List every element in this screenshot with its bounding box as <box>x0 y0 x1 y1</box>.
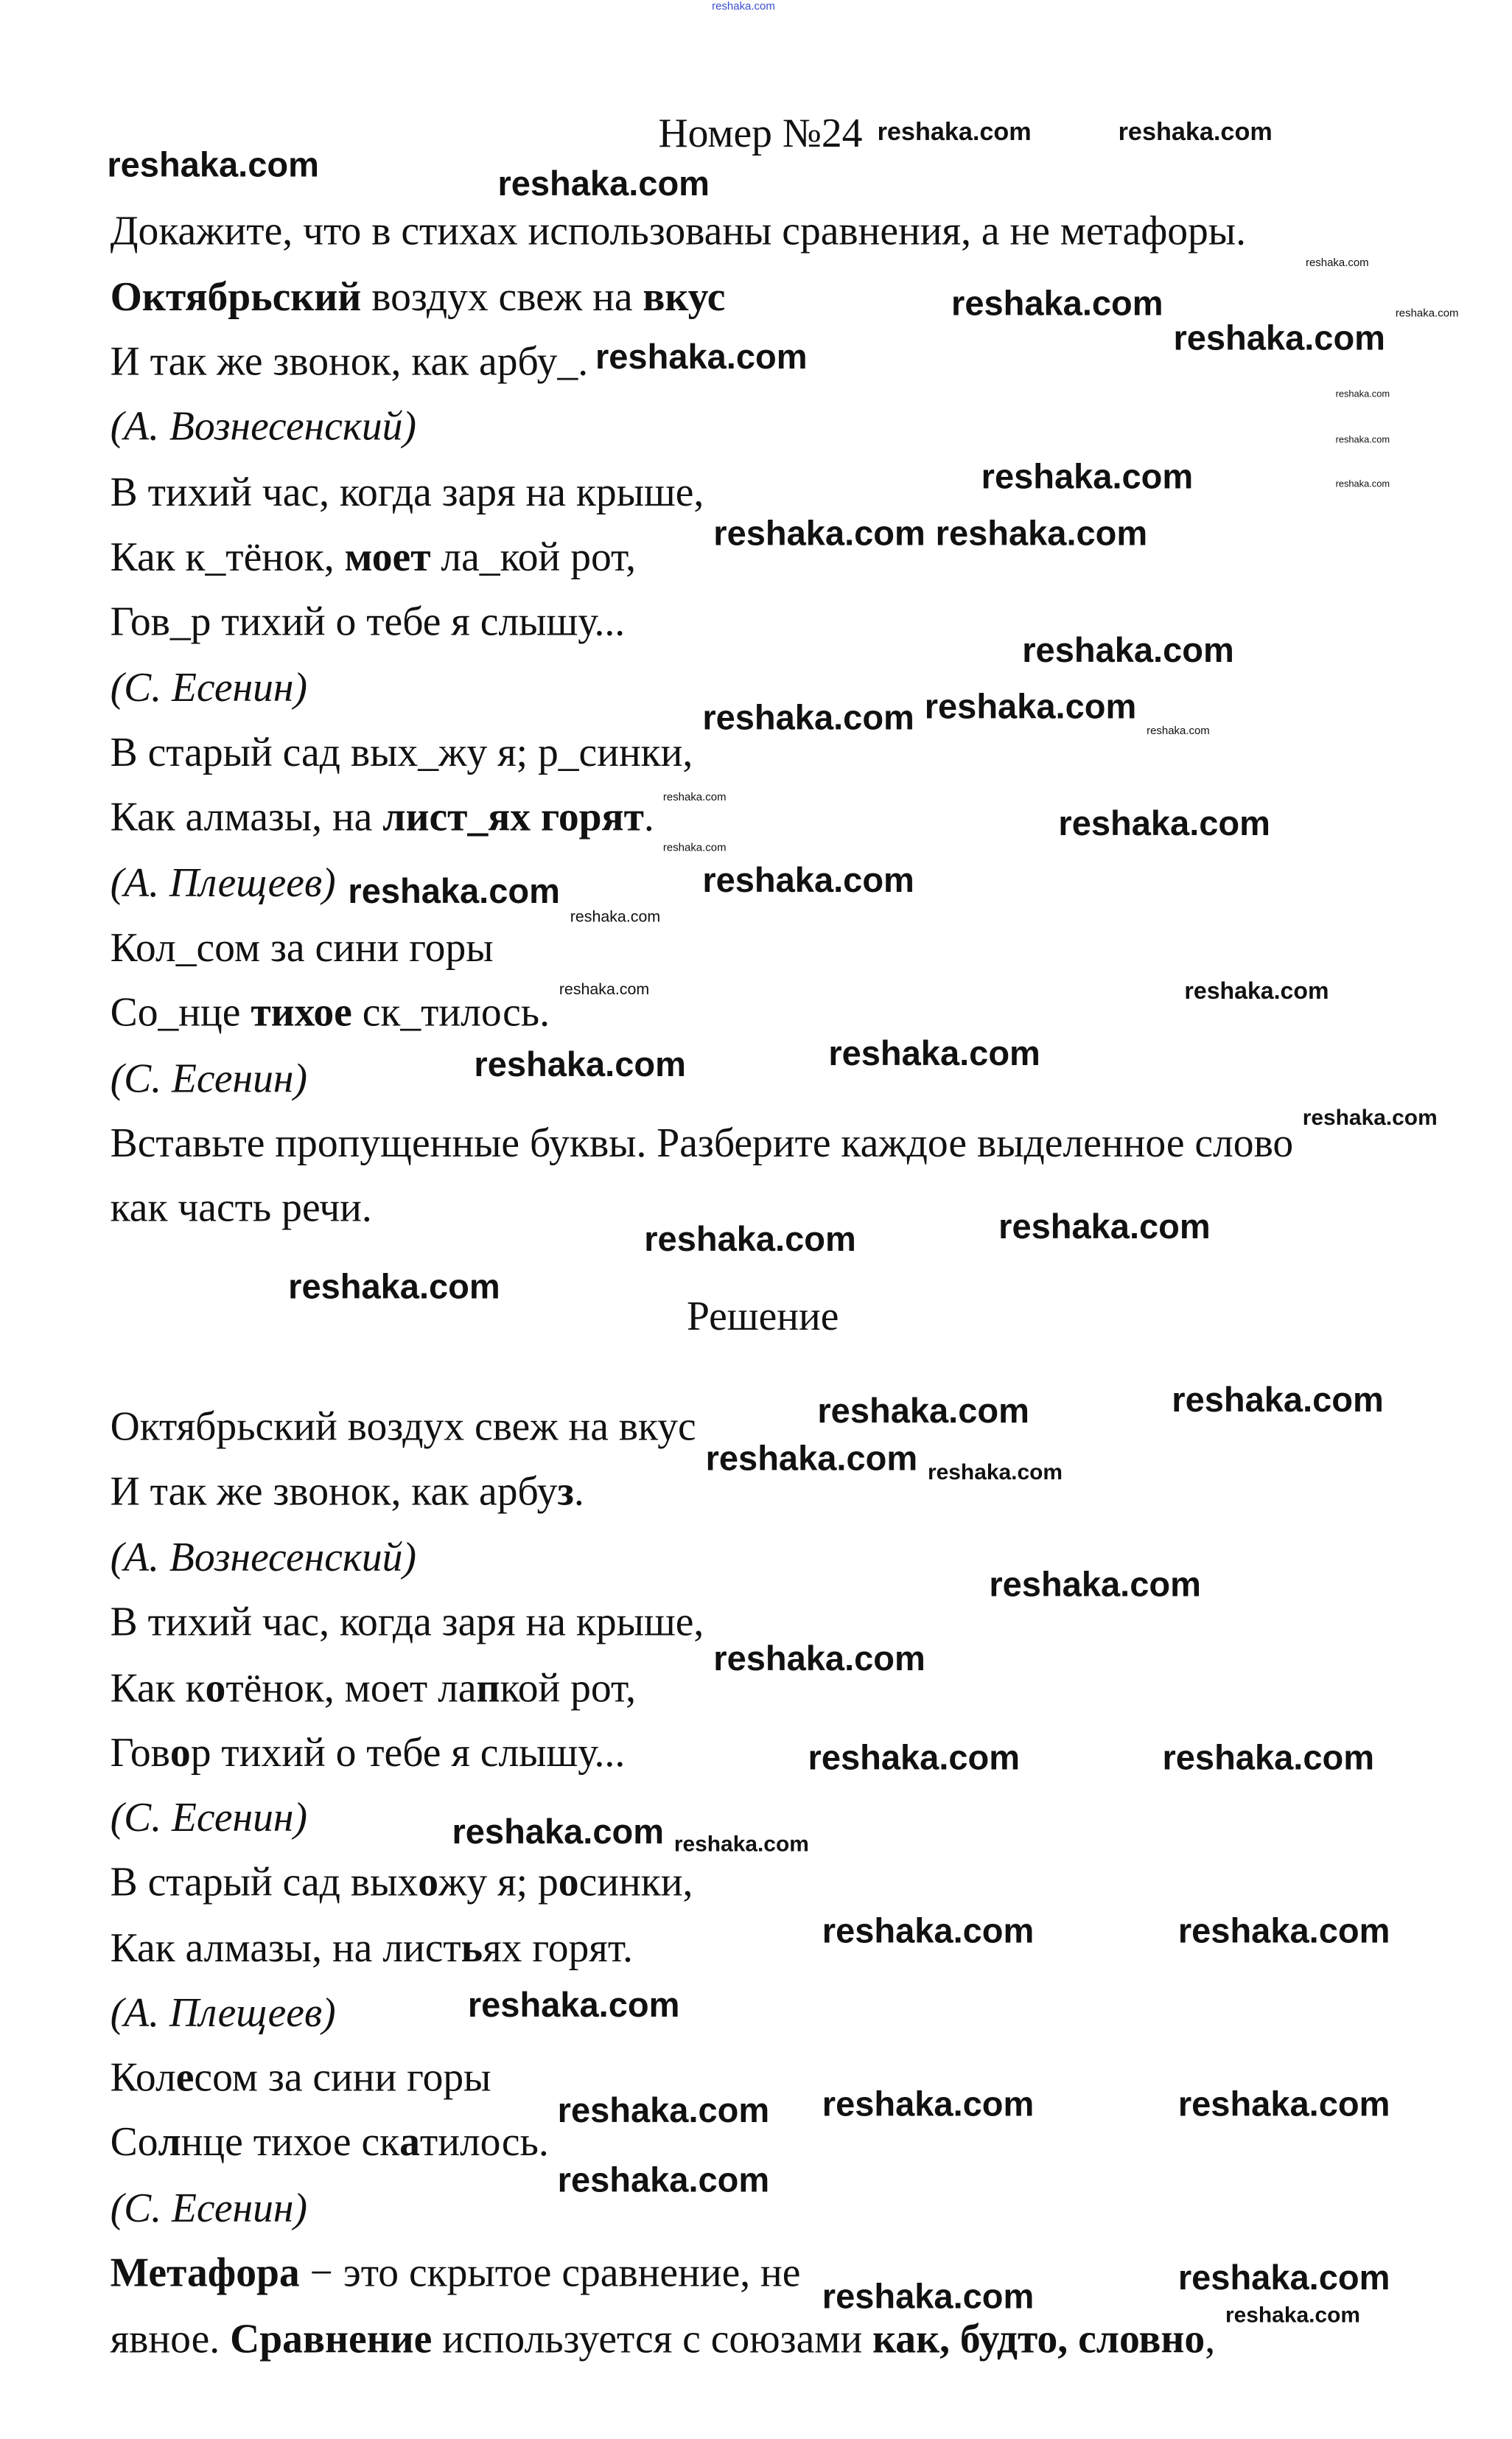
text-segment: (С. Есенин) <box>110 665 307 711</box>
watermark: reshaka.com <box>822 2084 1035 2124</box>
solution-line <box>111 2119 549 2166</box>
highlighted-text: о <box>169 1729 191 1776</box>
poem-author <box>111 2185 307 2233</box>
text-segment: ях горят. <box>483 1925 633 1972</box>
text-segment: воздух свеж на <box>361 273 643 320</box>
task-prompt: Докажите, что в стихах использованы сравнения, а не метафоры. <box>110 208 1247 254</box>
text-segment: Со_нце <box>110 989 251 1036</box>
text-segment: Как к_тёнок, <box>110 534 345 580</box>
watermark: reshaka.com <box>673 1830 809 1856</box>
watermark: reshaka.com <box>557 2160 770 2199</box>
text-segment: . <box>573 1468 584 1515</box>
poem-line <box>111 274 726 321</box>
watermark: reshaka.com <box>828 1033 1040 1073</box>
text-segment: В старый сад вых <box>110 1859 419 1905</box>
watermark: reshaka.com <box>1022 630 1234 670</box>
text-segment: Как к <box>110 1665 206 1712</box>
watermark: reshaka.com <box>474 1044 686 1084</box>
watermark: reshaka.com <box>1177 2258 1390 2297</box>
highlighted-text: а <box>399 2118 420 2165</box>
poem-author <box>111 1535 416 1582</box>
text-segment: сом за сини горы <box>194 2054 491 2101</box>
text-segment: Со <box>110 2118 158 2165</box>
watermark: reshaka.com <box>713 513 925 554</box>
text-segment: синки, <box>578 1859 693 1905</box>
solution-line <box>111 2250 801 2297</box>
highlighted-text: Октябрьский <box>110 273 362 320</box>
watermark: reshaka.com <box>1395 308 1459 320</box>
text-segment: ск_тилось. <box>351 989 550 1036</box>
text-segment: Октябрьский воздух свеж на вкус <box>110 1403 696 1450</box>
highlighted-text: лист_ях горят <box>382 794 644 840</box>
solution-line <box>111 1468 584 1515</box>
text-segment: тёнок, моет ла <box>225 1665 477 1712</box>
watermark: reshaka.com <box>817 1391 1029 1431</box>
solution-line <box>111 2316 1215 2363</box>
watermark: reshaka.com <box>1335 436 1390 446</box>
highlighted-text: как, будто, словно <box>872 2316 1205 2362</box>
watermark: reshaka.com <box>559 981 650 999</box>
poem-line <box>111 470 704 517</box>
watermark: reshaka.com <box>1177 1911 1390 1951</box>
watermark: reshaka.com <box>1147 726 1210 738</box>
header-watermark: reshaka.com <box>712 1 775 13</box>
text-segment: (С. Есенин) <box>110 2185 307 2231</box>
text-segment: Как алмазы, на лист <box>110 1925 461 1972</box>
highlighted-text: л <box>158 2118 181 2165</box>
watermark: reshaka.com <box>467 1985 680 2025</box>
poem-line <box>111 534 636 582</box>
highlighted-text: ь <box>461 1925 483 1972</box>
watermark: reshaka.com <box>107 144 319 185</box>
poem-author <box>111 860 336 907</box>
text-segment: Гов_р тихий о тебе я слышу... <box>110 599 626 645</box>
solution-title: Решение <box>686 1293 839 1339</box>
watermark: reshaka.com <box>1162 1737 1375 1778</box>
watermark: reshaka.com <box>808 1737 1021 1778</box>
watermark: reshaka.com <box>935 513 1148 554</box>
watermark: reshaka.com <box>989 1564 1201 1604</box>
watermark: reshaka.com <box>348 871 560 911</box>
watermark: reshaka.com <box>452 1812 665 1852</box>
solution-line <box>111 1599 704 1647</box>
watermark: reshaka.com <box>877 119 1032 147</box>
watermark: reshaka.com <box>822 1911 1035 1951</box>
poem-author <box>111 1990 336 2037</box>
text-segment: тилось. <box>419 2118 549 2165</box>
text-segment: р тихий о тебе я слышу... <box>190 1729 626 1776</box>
solution-line <box>111 1925 633 1972</box>
text-segment: В тихий час, когда заря на крыше, <box>110 1599 704 1645</box>
text-segment: как часть речи. <box>110 1184 372 1231</box>
watermark: reshaka.com <box>662 842 727 854</box>
highlighted-text: е <box>175 2054 195 2101</box>
watermark: reshaka.com <box>705 1438 918 1478</box>
watermark: reshaka.com <box>1335 391 1390 400</box>
watermark: reshaka.com <box>662 792 727 804</box>
solution-line <box>111 1859 693 1906</box>
watermark: reshaka.com <box>924 686 1137 727</box>
watermark: reshaka.com <box>1335 480 1390 490</box>
poem-line <box>111 599 626 646</box>
text-segment: (А. Вознесенский) <box>110 1534 417 1580</box>
poem-line <box>111 925 494 972</box>
highlighted-text: тихое <box>251 989 352 1036</box>
poem-line <box>111 339 589 386</box>
poem-line <box>111 730 693 777</box>
poem-line <box>111 1120 1294 1168</box>
watermark: reshaka.com <box>1173 318 1385 358</box>
watermark: reshaka.com <box>1177 2084 1390 2124</box>
text-segment: . <box>643 794 654 840</box>
watermark: reshaka.com <box>713 1639 925 1678</box>
watermark: reshaka.com <box>951 283 1163 324</box>
poem-line <box>111 794 654 841</box>
text-segment: (А. Плещеев) <box>110 860 336 907</box>
watermark: reshaka.com <box>557 2090 770 2130</box>
text-segment: − это скрытое сравнение, не <box>299 2250 801 2296</box>
text-segment: Гов <box>110 1729 170 1776</box>
text-segment: (С. Есенин) <box>110 1794 307 1840</box>
watermark: reshaka.com <box>1225 2301 1360 2328</box>
poem-author <box>111 1795 307 1842</box>
text-segment: Как алмазы, на <box>110 794 383 840</box>
text-segment: нце тихое ск <box>181 2118 400 2165</box>
watermark: reshaka.com <box>595 337 808 377</box>
text-segment: (С. Есенин) <box>110 1055 307 1102</box>
watermark: reshaka.com <box>570 909 661 927</box>
text-segment: В старый сад вых_жу я; р_синки, <box>110 729 693 775</box>
watermark: reshaka.com <box>981 456 1194 497</box>
watermark: reshaka.com <box>702 697 914 738</box>
page-title: Номер №24 <box>658 110 863 156</box>
text-segment: Кол_сом за сини горы <box>110 924 494 971</box>
watermark: reshaka.com <box>822 2276 1035 2317</box>
highlighted-text: п <box>476 1665 500 1712</box>
text-segment: жу я; р <box>438 1859 559 1905</box>
watermark: reshaka.com <box>1184 978 1329 1005</box>
poem-line <box>111 989 550 1036</box>
text-segment: И так же звонок, как арбу <box>110 1468 558 1515</box>
watermark: reshaka.com <box>1118 119 1273 147</box>
text-segment: И так же звонок, как арбу_. <box>110 338 589 385</box>
highlighted-text: моет <box>344 534 431 580</box>
text-segment: , <box>1205 2316 1216 2362</box>
text-segment: (А. Вознесенский) <box>110 403 417 450</box>
poem-line <box>111 1184 372 1232</box>
solution-line <box>111 2054 491 2101</box>
highlighted-text: з <box>557 1468 574 1515</box>
watermark: reshaka.com <box>1058 803 1270 843</box>
text-segment: используется с союзами <box>432 2316 873 2362</box>
poem-author <box>111 665 307 712</box>
solution-line <box>111 1404 696 1451</box>
highlighted-text: вкус <box>643 273 726 320</box>
watermark: reshaka.com <box>927 1459 1063 1484</box>
watermark: reshaka.com <box>644 1219 856 1259</box>
text-segment: Кол <box>110 2054 176 2101</box>
highlighted-text: о <box>205 1665 226 1712</box>
text-segment: (А. Плещеев) <box>110 1989 336 2036</box>
solution-line <box>111 1665 636 1712</box>
watermark: reshaka.com <box>1302 1104 1438 1130</box>
solution-line <box>111 1730 626 1777</box>
watermark: reshaka.com <box>288 1266 500 1306</box>
text-segment: В тихий час, когда заря на крыше, <box>110 469 704 515</box>
text-segment: кой рот, <box>500 1665 636 1712</box>
watermark: reshaka.com <box>702 860 914 900</box>
poem-author <box>111 403 416 450</box>
highlighted-text: о <box>418 1859 438 1905</box>
poem-author <box>111 1055 307 1103</box>
watermark: reshaka.com <box>497 164 710 203</box>
highlighted-text: Метафора <box>110 2250 300 2296</box>
text-segment: ла_кой рот, <box>430 534 637 580</box>
highlighted-text: Сравнение <box>230 2316 433 2362</box>
text-segment: Вставьте пропущенные буквы. Разберите каждое выделенное слово <box>110 1120 1294 1166</box>
watermark: reshaka.com <box>1172 1380 1384 1420</box>
text-segment: явное. <box>110 2316 231 2362</box>
watermark: reshaka.com <box>998 1207 1211 1246</box>
watermark: reshaka.com <box>1305 258 1369 270</box>
highlighted-text: о <box>558 1859 579 1905</box>
